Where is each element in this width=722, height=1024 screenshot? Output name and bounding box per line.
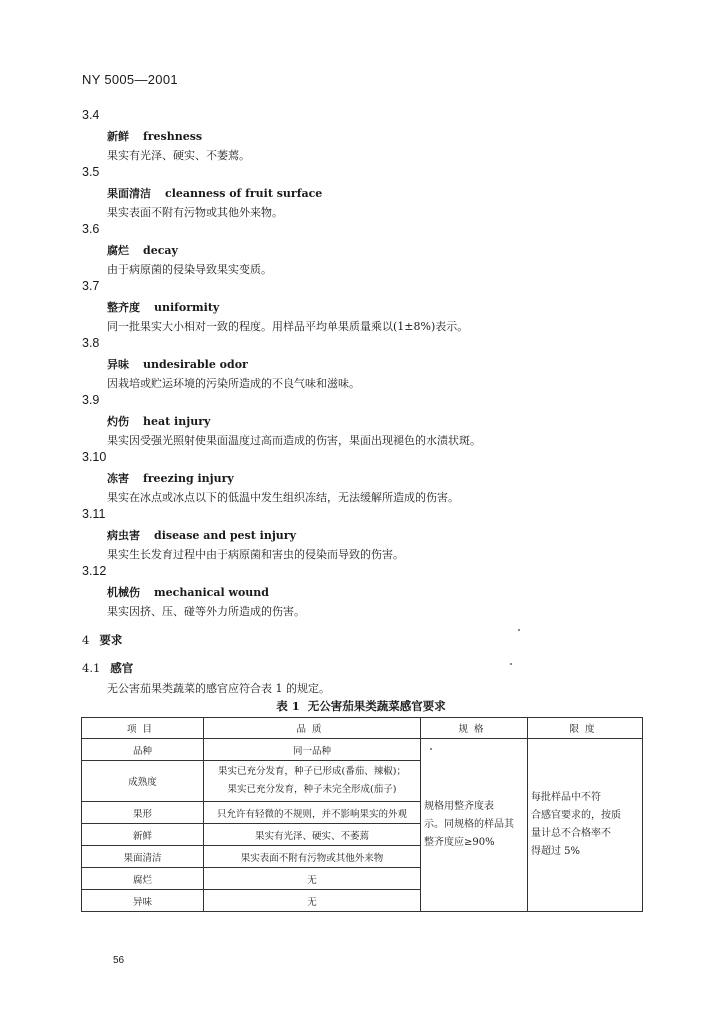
cell-item: 品种 xyxy=(82,739,204,761)
definition-text: 果实因受强光照射使果面温度过高而造成的伤害，果面出现褪色的水渍状斑。 xyxy=(107,434,481,447)
definition-text: 由于病原菌的侵染导致果实变质。 xyxy=(107,263,272,276)
table-number: 表 1 xyxy=(276,699,300,713)
term-en: freshness xyxy=(143,130,203,143)
cell-item: 果面清洁 xyxy=(82,846,204,868)
definition-text: 同一批果实大小相对一致的程度。用样品平均单果质量乘以(1±8%)表示。 xyxy=(107,320,469,333)
term-freezing-injury xyxy=(107,470,234,486)
definition-text: 因栽培或贮运环境的污染所造成的不良气味和滋味。 xyxy=(107,377,360,390)
clause-number: 3.9 xyxy=(82,393,100,407)
term-zh: 整齐度 xyxy=(107,301,140,314)
header-spec: 规格 xyxy=(421,718,528,739)
term-zh: 异味 xyxy=(107,358,129,371)
scan-speck xyxy=(518,629,520,631)
spec-line: 规格用整齐度表 xyxy=(424,801,494,812)
section-4-heading xyxy=(82,632,122,648)
term-freshness xyxy=(107,128,202,144)
header-item: 项目 xyxy=(82,718,204,739)
table-header-row xyxy=(82,718,643,739)
clause-number: 3.8 xyxy=(82,336,100,350)
cell-quality: 无 xyxy=(204,890,421,912)
scan-speck xyxy=(430,748,432,750)
clause-number: 3.11 xyxy=(82,507,106,521)
term-odor xyxy=(107,356,248,372)
term-zh: 病虫害 xyxy=(107,529,140,542)
cell-item: 果形 xyxy=(82,802,204,824)
clause-number: 3.12 xyxy=(82,564,107,578)
cell-quality: 果实表面不附有污物或其他外来物 xyxy=(204,846,421,868)
section-number: 4.1 xyxy=(82,661,101,675)
section-4-1-heading xyxy=(82,660,133,676)
term-en: cleanness of fruit surface xyxy=(165,187,323,200)
term-en: freezing injury xyxy=(143,472,234,485)
table-row xyxy=(82,739,643,761)
cell-quality: 无 xyxy=(204,868,421,890)
term-pest-injury xyxy=(107,527,296,543)
term-decay xyxy=(107,242,178,258)
quality-line: 果实已充分发育，种子已形成(番茄、辣椒)； xyxy=(218,766,406,777)
definition-text: 果实表面不附有污物或其他外来物。 xyxy=(107,206,283,219)
term-en: undesirable odor xyxy=(143,358,248,371)
quality-line: 果实已充分发育，种子未完全形成(茄子) xyxy=(227,784,397,795)
term-uniformity xyxy=(107,299,219,315)
term-zh: 灼伤 xyxy=(107,415,129,428)
term-heat-injury xyxy=(107,413,210,429)
term-en: mechanical wound xyxy=(154,586,269,599)
standard-code: NY 5005—2001 xyxy=(82,72,178,87)
definition-text: 果实在冰点或冰点以下的低温中发生组织冻结，无法缓解所造成的伤害。 xyxy=(107,491,459,504)
table-title xyxy=(0,698,722,714)
scan-speck xyxy=(510,663,512,665)
limit-line: 每批样品中不符 xyxy=(531,792,601,803)
term-zh: 果面清洁 xyxy=(107,187,151,200)
limit-line: 合感官要求的，按质 xyxy=(531,810,621,821)
definition-text: 果实因挤、压、碰等外力所造成的伤害。 xyxy=(107,605,305,618)
cell-item: 腐烂 xyxy=(82,868,204,890)
table-caption: 无公害茄果类蔬菜感官要求 xyxy=(307,699,446,713)
section-title: 感官 xyxy=(110,661,134,675)
cell-spec xyxy=(421,739,528,912)
limit-line: 得超过 5% xyxy=(531,846,581,857)
term-en: disease and pest injury xyxy=(154,529,296,542)
section-number: 4 xyxy=(82,633,90,647)
cell-quality: 同一品种 xyxy=(204,739,421,761)
spec-line: 整齐度应≥90% xyxy=(424,837,495,848)
section-4-1-text: 无公害茄果类蔬菜的感官应符合表 1 的规定。 xyxy=(107,682,330,695)
clause-number: 3.7 xyxy=(82,279,100,293)
header-limit: 限度 xyxy=(528,718,643,739)
cell-limit xyxy=(528,739,643,912)
cell-quality: 果实有光泽、硬实、不萎蔫 xyxy=(204,824,421,846)
term-mechanical-wound xyxy=(107,584,269,600)
term-zh: 机械伤 xyxy=(107,586,140,599)
section-title: 要求 xyxy=(99,633,123,647)
term-en: decay xyxy=(143,244,178,257)
term-en: heat injury xyxy=(143,415,211,428)
page-number: 56 xyxy=(113,955,125,966)
cell-item: 新鲜 xyxy=(82,824,204,846)
clause-number: 3.6 xyxy=(82,222,100,236)
cell-quality: 只允许有轻微的不规则，并不影响果实的外观 xyxy=(204,802,421,824)
definition-text: 果实生长发育过程中由于病原菌和害虫的侵染而导致的伤害。 xyxy=(107,548,404,561)
cell-item: 成熟度 xyxy=(82,761,204,802)
term-zh: 冻害 xyxy=(107,472,129,485)
term-zh: 腐烂 xyxy=(107,244,129,257)
term-en: uniformity xyxy=(154,301,220,314)
clause-number: 3.10 xyxy=(82,450,107,464)
sensory-requirements-table xyxy=(81,717,643,912)
header-quality: 品质 xyxy=(204,718,421,739)
spec-line: 示。同规格的样品其 xyxy=(424,819,514,830)
clause-number: 3.4 xyxy=(82,108,100,122)
term-zh: 新鲜 xyxy=(107,130,129,143)
cell-item: 异味 xyxy=(82,890,204,912)
term-cleanness xyxy=(107,185,322,201)
clause-number: 3.5 xyxy=(82,165,100,179)
cell-quality xyxy=(204,761,421,802)
limit-line: 量计总不合格率不 xyxy=(531,828,611,839)
definition-text: 果实有光泽、硬实、不萎蔫。 xyxy=(107,149,250,162)
